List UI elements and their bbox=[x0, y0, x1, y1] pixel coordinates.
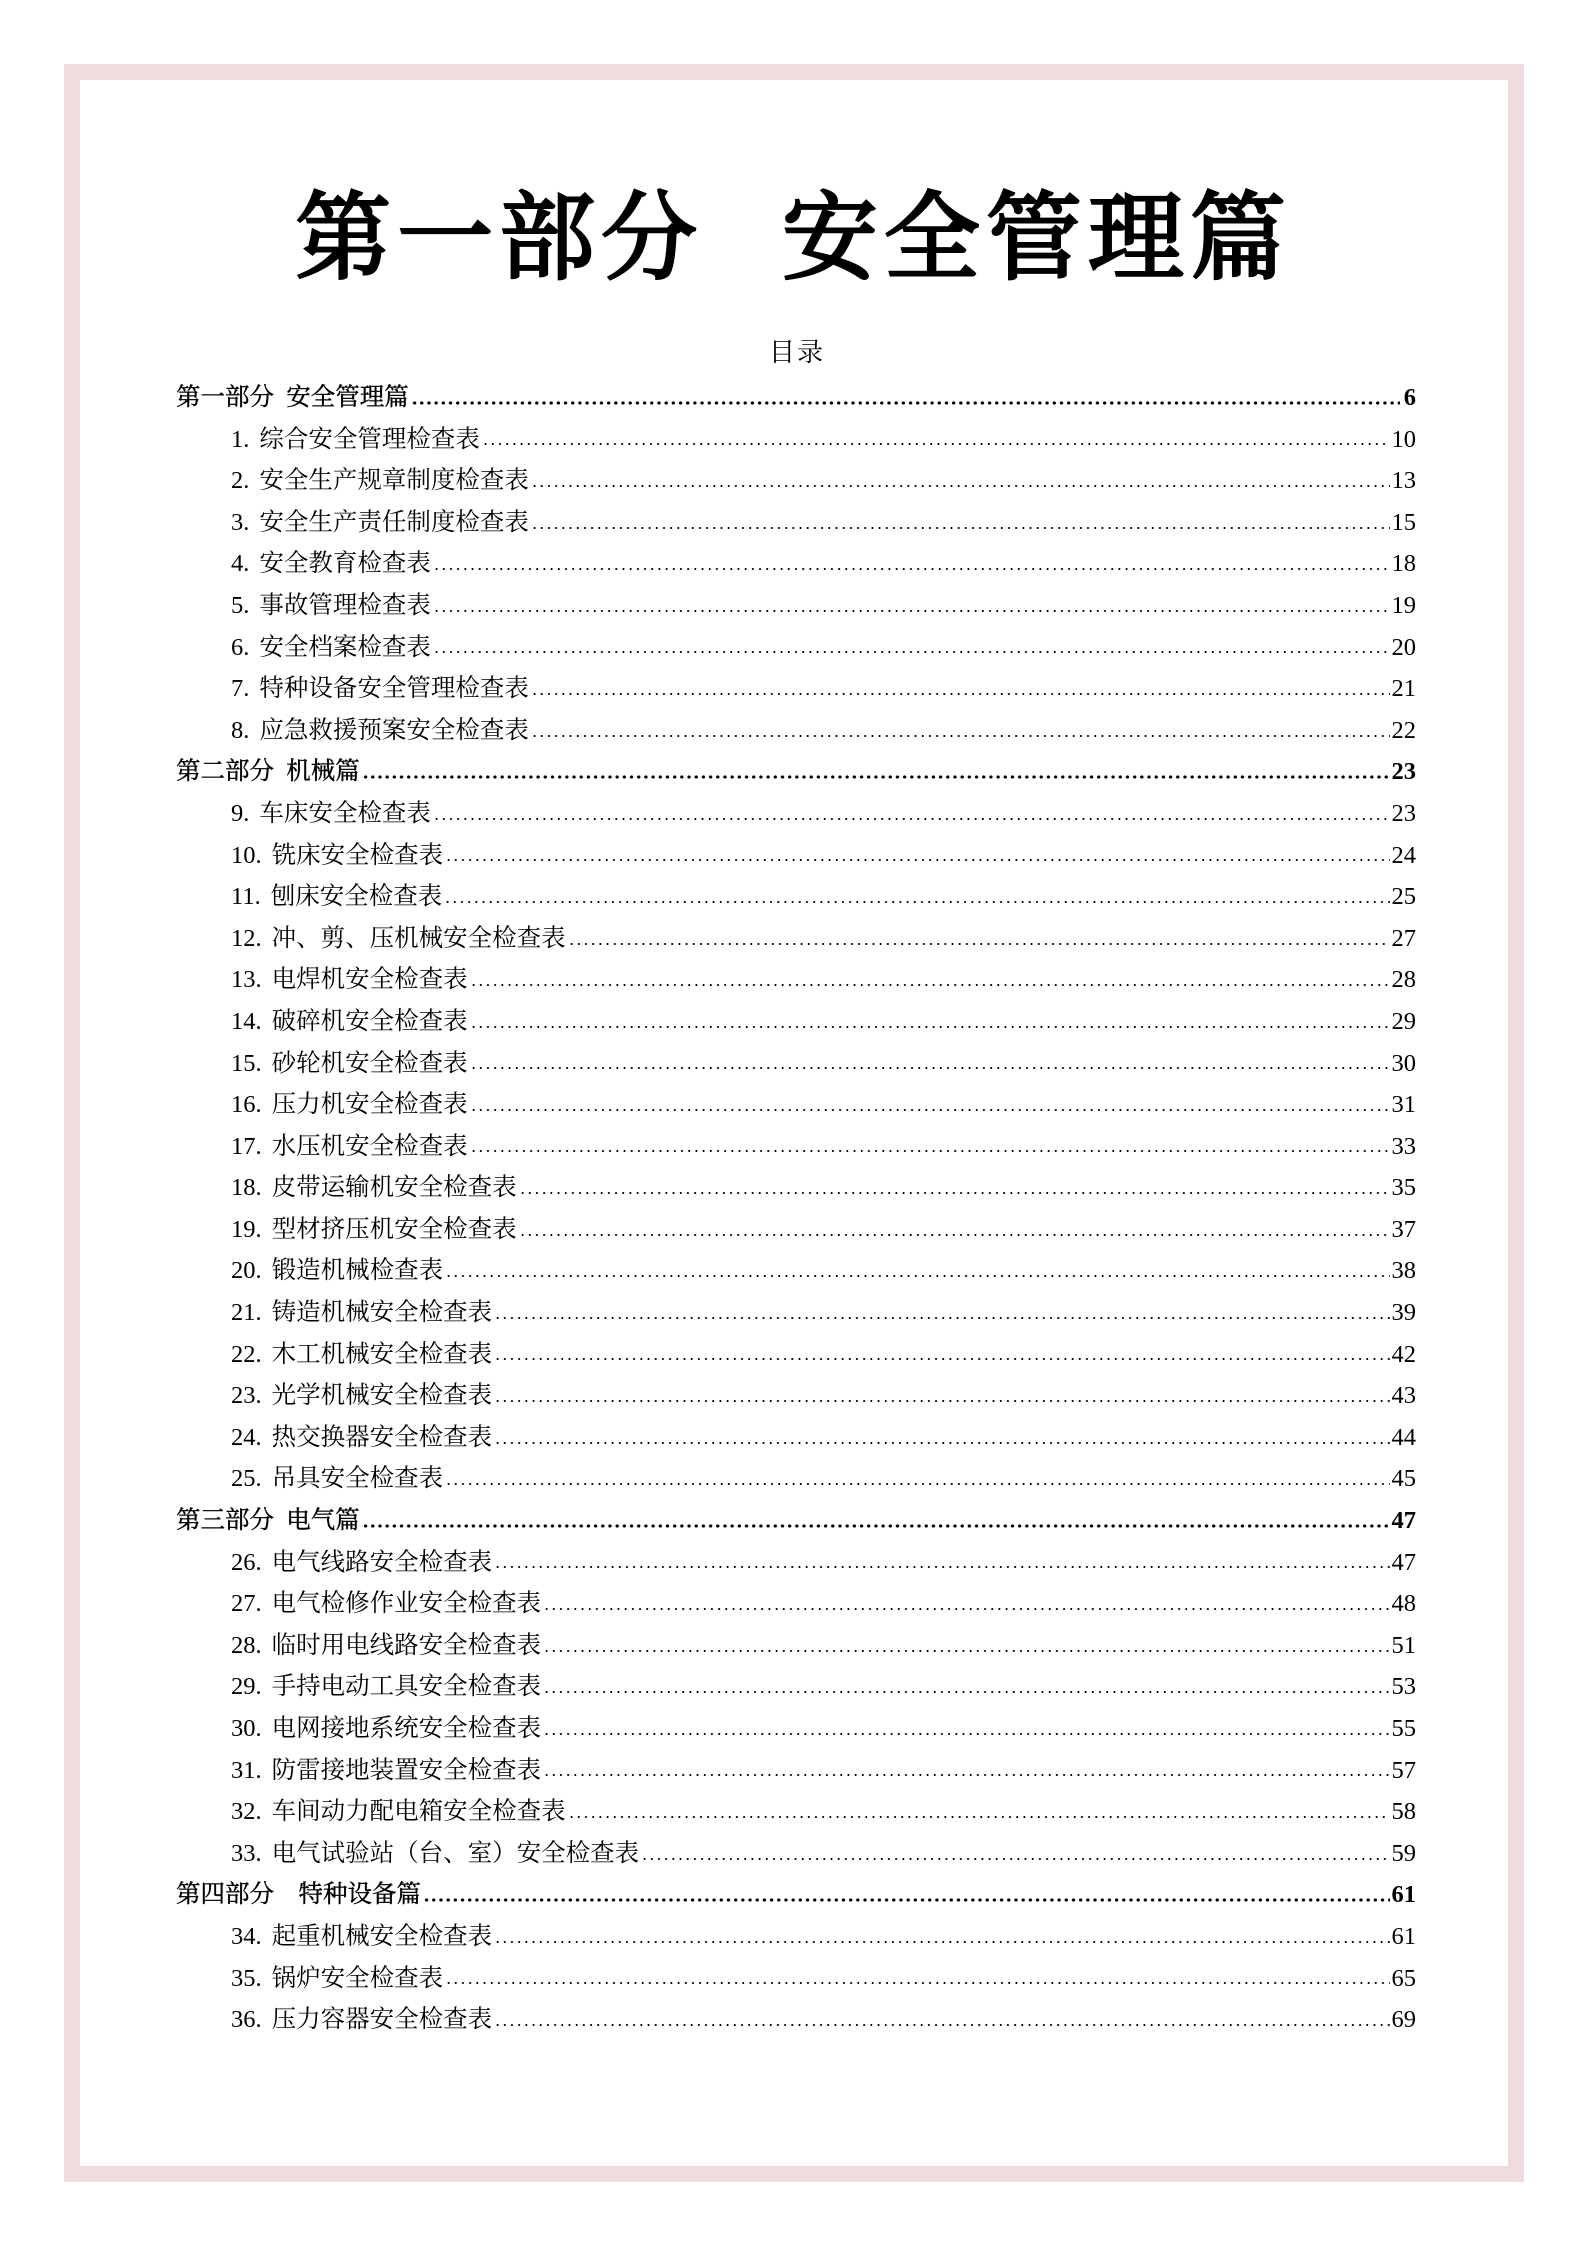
toc-page-number: 23 bbox=[1391, 758, 1416, 786]
toc-entry[interactable] bbox=[176, 627, 1416, 669]
dot-leader bbox=[543, 1773, 1389, 1777]
toc-entry-number: 35. bbox=[231, 1964, 262, 1992]
toc-entry-label bbox=[231, 1250, 443, 1292]
toc-entry-label bbox=[231, 1167, 517, 1209]
toc-entry-title: 电气检修作业安全检查表 bbox=[271, 1590, 542, 1618]
toc-entry[interactable] bbox=[176, 1043, 1416, 1085]
dot-leader bbox=[470, 1066, 1390, 1070]
toc-entry-label bbox=[231, 419, 480, 461]
toc-entry[interactable] bbox=[176, 1625, 1416, 1667]
toc-page-number: 25 bbox=[1391, 883, 1416, 911]
toc-entry-label bbox=[231, 1833, 639, 1875]
toc-entry-title: 铣床安全检查表 bbox=[271, 841, 444, 869]
toc-entry-number: 14. bbox=[231, 1007, 262, 1035]
toc-page-number: 53 bbox=[1391, 1673, 1416, 1701]
toc-entry-title: 临时用电线路安全检查表 bbox=[271, 1631, 542, 1659]
toc-page-number: 39 bbox=[1391, 1299, 1416, 1327]
toc-entry-label bbox=[231, 543, 431, 585]
toc-page-number: 47 bbox=[1391, 1548, 1416, 1576]
toc-entry[interactable] bbox=[176, 1126, 1416, 1168]
dot-leader bbox=[531, 692, 1390, 696]
toc-page-number: 44 bbox=[1391, 1423, 1416, 1451]
toc-entry-title: 压力机安全检查表 bbox=[271, 1091, 468, 1119]
toc-page-number: 51 bbox=[1391, 1631, 1416, 1659]
dot-leader bbox=[362, 1524, 1390, 1528]
toc-entry[interactable] bbox=[176, 1209, 1416, 1251]
toc-section-entry[interactable] bbox=[176, 1874, 1416, 1916]
toc-page-number: 20 bbox=[1391, 633, 1416, 661]
toc-entry[interactable] bbox=[176, 460, 1416, 502]
toc-entry-number: 18. bbox=[231, 1174, 262, 1202]
toc-section-entry[interactable] bbox=[176, 1500, 1416, 1542]
toc-entry-number: 17. bbox=[231, 1132, 262, 1160]
toc-page-number: 37 bbox=[1391, 1215, 1416, 1243]
toc-entry-label bbox=[231, 1084, 468, 1126]
dot-leader bbox=[445, 1981, 1389, 1985]
dot-leader bbox=[494, 1399, 1389, 1403]
toc-entry[interactable] bbox=[176, 502, 1416, 544]
toc-entry-label bbox=[231, 1043, 468, 1085]
toc-entry[interactable] bbox=[176, 1666, 1416, 1708]
dot-leader bbox=[543, 1607, 1389, 1611]
toc-entry-label bbox=[231, 835, 443, 877]
toc-entry-number: 22. bbox=[231, 1340, 262, 1368]
toc-entry[interactable] bbox=[176, 1916, 1416, 1958]
toc-entry-title: 电焊机安全检查表 bbox=[271, 966, 468, 994]
dot-leader bbox=[494, 2023, 1389, 2027]
toc-entry-title: 电气试验站（台、室）安全检查表 bbox=[271, 1839, 640, 1867]
toc-entry[interactable] bbox=[176, 710, 1416, 752]
toc-entry-number: 29. bbox=[231, 1673, 262, 1701]
toc-entry-number: 25. bbox=[231, 1465, 262, 1493]
toc-entry[interactable] bbox=[176, 585, 1416, 627]
toc-entry[interactable] bbox=[176, 835, 1416, 877]
toc-entry-label bbox=[231, 1334, 492, 1376]
toc-entry-title: 手持电动工具安全检查表 bbox=[271, 1673, 542, 1701]
toc-entry-number: 2. bbox=[231, 467, 250, 495]
toc-entry[interactable] bbox=[176, 1791, 1416, 1833]
toc-section-label: 第二部分 机械篇 bbox=[176, 758, 360, 786]
dot-leader bbox=[482, 442, 1390, 446]
toc-entry-title: 综合安全管理检查表 bbox=[259, 425, 480, 453]
toc-entry-label bbox=[231, 585, 431, 627]
toc-entry-label bbox=[231, 918, 566, 960]
toc-entry[interactable] bbox=[176, 1542, 1416, 1584]
toc-entry-label bbox=[231, 1417, 492, 1459]
toc-section-entry[interactable] bbox=[176, 377, 1416, 419]
toc-entry-title: 砂轮机安全检查表 bbox=[271, 1049, 468, 1077]
dot-leader bbox=[423, 1898, 1390, 1902]
toc-entry-number: 32. bbox=[231, 1798, 262, 1826]
toc-entry-label bbox=[231, 1999, 492, 2041]
toc-entry[interactable] bbox=[176, 1334, 1416, 1376]
toc-section-entry[interactable] bbox=[176, 751, 1416, 793]
toc-entry-title: 安全生产责任制度检查表 bbox=[259, 508, 529, 536]
toc-entry-title: 水压机安全检查表 bbox=[271, 1132, 468, 1160]
toc-page-number: 21 bbox=[1391, 675, 1416, 703]
toc-entry[interactable] bbox=[176, 1250, 1416, 1292]
toc-entry-title: 应急救援预案安全检查表 bbox=[259, 716, 529, 744]
toc-entry-label bbox=[231, 627, 431, 669]
toc-page-number: 45 bbox=[1391, 1465, 1416, 1493]
toc-section-label: 第四部分 特种设备篇 bbox=[176, 1881, 421, 1909]
toc-entry-label bbox=[231, 1916, 492, 1958]
toc-entry-label bbox=[231, 1666, 541, 1708]
toc-entry-number: 3. bbox=[231, 508, 250, 536]
toc-page-number: 15 bbox=[1391, 508, 1416, 536]
toc-entry-number: 1. bbox=[231, 425, 250, 453]
toc-page-number: 23 bbox=[1391, 799, 1416, 827]
toc-page-number: 30 bbox=[1391, 1049, 1416, 1077]
toc-entry-number: 31. bbox=[231, 1756, 262, 1784]
toc-entry-label bbox=[231, 1791, 566, 1833]
toc-page-number: 59 bbox=[1391, 1839, 1416, 1867]
toc-heading: 目录 bbox=[768, 338, 825, 367]
toc-page-number: 31 bbox=[1391, 1091, 1416, 1119]
toc-entry-number: 23. bbox=[231, 1382, 262, 1410]
dot-leader bbox=[519, 1191, 1390, 1195]
dot-leader bbox=[470, 1025, 1390, 1029]
toc-entry-label bbox=[231, 1708, 541, 1750]
toc-entry-number: 24. bbox=[231, 1423, 262, 1451]
toc-entry-label bbox=[231, 793, 431, 835]
toc-entry-title: 事故管理检查表 bbox=[259, 591, 431, 619]
dot-leader bbox=[568, 942, 1390, 946]
toc-entry-number: 33. bbox=[231, 1839, 262, 1867]
toc-entry[interactable] bbox=[176, 543, 1416, 585]
toc-entry-number: 36. bbox=[231, 2006, 262, 2034]
toc-page-number: 13 bbox=[1391, 467, 1416, 495]
toc-entry-title: 车床安全检查表 bbox=[259, 799, 431, 827]
toc-entry[interactable] bbox=[176, 959, 1416, 1001]
toc-entry-label bbox=[231, 1292, 492, 1334]
toc-entry[interactable] bbox=[176, 1750, 1416, 1792]
toc-entry-label bbox=[231, 502, 529, 544]
toc-page-number: 42 bbox=[1391, 1340, 1416, 1368]
toc-page-number: 47 bbox=[1391, 1507, 1416, 1535]
dot-leader bbox=[543, 1649, 1389, 1653]
toc-entry-title: 电气线路安全检查表 bbox=[271, 1548, 493, 1576]
dot-leader bbox=[470, 983, 1390, 987]
toc-page-number: 10 bbox=[1391, 425, 1416, 453]
toc-entry-title: 安全生产规章制度检查表 bbox=[259, 467, 529, 495]
toc-entry-label bbox=[231, 1126, 468, 1168]
toc-entry-label bbox=[231, 1209, 517, 1251]
toc-entry-number: 20. bbox=[231, 1257, 262, 1285]
toc-entry-number: 10. bbox=[231, 841, 262, 869]
toc-entry-title: 木工机械安全检查表 bbox=[271, 1340, 493, 1368]
toc-entry[interactable] bbox=[176, 1417, 1416, 1459]
dot-leader bbox=[494, 1316, 1389, 1320]
dot-leader bbox=[362, 775, 1390, 779]
toc-entry[interactable] bbox=[176, 793, 1416, 835]
toc-entry[interactable] bbox=[176, 918, 1416, 960]
toc-entry-number: 28. bbox=[231, 1631, 262, 1659]
toc-entry-title: 皮带运输机安全检查表 bbox=[271, 1174, 517, 1202]
toc-entry-number: 7. bbox=[231, 675, 250, 703]
toc-entry[interactable] bbox=[176, 876, 1416, 918]
toc-page-number: 65 bbox=[1391, 1964, 1416, 1992]
dot-leader bbox=[445, 1482, 1389, 1486]
toc-section-label: 第三部分 电气篇 bbox=[176, 1507, 360, 1535]
dot-leader bbox=[531, 526, 1390, 530]
toc-entry-number: 15. bbox=[231, 1049, 262, 1077]
toc-page-number: 6 bbox=[1403, 384, 1416, 411]
toc-entry-label bbox=[231, 1458, 443, 1500]
dot-leader bbox=[494, 1565, 1389, 1569]
toc-entry-label bbox=[231, 1583, 541, 1625]
toc-entry-title: 型材挤压机安全检查表 bbox=[271, 1215, 517, 1243]
toc-entry-title: 防雷接地装置安全检查表 bbox=[271, 1756, 542, 1784]
toc-entry-title: 刨床安全检查表 bbox=[270, 883, 443, 911]
toc-entry-number: 34. bbox=[231, 1922, 262, 1950]
toc-page-number: 27 bbox=[1391, 924, 1416, 952]
toc-entry-label bbox=[231, 668, 529, 710]
table-of-contents bbox=[176, 377, 1416, 2041]
toc-page-number: 61 bbox=[1391, 1922, 1416, 1950]
toc-page-number: 24 bbox=[1391, 841, 1416, 869]
toc-entry[interactable] bbox=[176, 1167, 1416, 1209]
toc-entry[interactable] bbox=[176, 1999, 1416, 2041]
toc-page-number: 19 bbox=[1391, 591, 1416, 619]
toc-entry-title: 冲、剪、压机械安全检查表 bbox=[271, 924, 566, 952]
toc-entry-title: 压力容器安全检查表 bbox=[271, 2006, 493, 2034]
toc-entry-title: 安全教育检查表 bbox=[259, 550, 431, 578]
toc-entry-label bbox=[231, 1542, 492, 1584]
toc-entry[interactable] bbox=[176, 1001, 1416, 1043]
toc-entry-title: 光学机械安全检查表 bbox=[271, 1382, 493, 1410]
dot-leader bbox=[494, 1441, 1389, 1445]
toc-page-number: 18 bbox=[1391, 550, 1416, 578]
toc-entry-title: 吊具安全检查表 bbox=[271, 1465, 444, 1493]
toc-page-number: 33 bbox=[1391, 1132, 1416, 1160]
toc-entry-title: 车间动力配电箱安全检查表 bbox=[271, 1798, 566, 1826]
toc-entry-label bbox=[231, 959, 468, 1001]
toc-entry[interactable] bbox=[176, 1958, 1416, 2000]
dot-leader bbox=[433, 609, 1390, 613]
toc-entry[interactable] bbox=[176, 1458, 1416, 1500]
dot-leader bbox=[433, 817, 1390, 821]
toc-entry-title: 起重机械安全检查表 bbox=[271, 1922, 493, 1950]
toc-entry-number: 30. bbox=[231, 1715, 262, 1742]
dot-leader bbox=[470, 1149, 1390, 1153]
toc-page-number: 28 bbox=[1391, 966, 1416, 994]
dot-leader bbox=[494, 1357, 1389, 1361]
dot-leader bbox=[445, 858, 1389, 862]
toc-page-number: 29 bbox=[1391, 1007, 1416, 1035]
dot-leader bbox=[411, 401, 1400, 405]
toc-entry-label bbox=[231, 1750, 541, 1792]
dot-leader bbox=[433, 567, 1390, 571]
toc-page-number: 35 bbox=[1391, 1174, 1416, 1202]
dot-leader bbox=[445, 1274, 1389, 1278]
toc-entry-title: 锅炉安全检查表 bbox=[271, 1964, 444, 1992]
dot-leader bbox=[519, 1233, 1390, 1237]
dot-leader bbox=[433, 650, 1390, 654]
toc-entry-label bbox=[231, 1375, 492, 1417]
toc-entry-number: 27. bbox=[231, 1590, 262, 1618]
dot-leader bbox=[531, 734, 1390, 738]
dot-leader bbox=[531, 484, 1390, 488]
dot-leader bbox=[568, 1815, 1390, 1819]
toc-entry-title: 铸造机械安全检查表 bbox=[271, 1299, 493, 1327]
toc-entry[interactable] bbox=[176, 1583, 1416, 1625]
toc-entry-title: 破碎机安全检查表 bbox=[271, 1007, 468, 1035]
toc-page-number: 38 bbox=[1391, 1257, 1416, 1285]
toc-entry-title: 锻造机械检查表 bbox=[271, 1257, 444, 1285]
toc-entry-title: 热交换器安全检查表 bbox=[271, 1423, 493, 1451]
toc-entry-number: 4. bbox=[231, 550, 250, 578]
toc-entry-label bbox=[231, 1001, 468, 1043]
page-title: 第一部分 安全管理篇 bbox=[295, 182, 1292, 294]
toc-entry-number: 26. bbox=[231, 1548, 262, 1576]
toc-section-label: 第一部分 安全管理篇 bbox=[176, 384, 409, 411]
toc-entry[interactable] bbox=[176, 1833, 1416, 1875]
toc-page-number: 69 bbox=[1391, 2006, 1416, 2034]
toc-entry-number: 6. bbox=[231, 633, 250, 661]
toc-entry-label bbox=[231, 710, 529, 752]
toc-entry[interactable] bbox=[176, 1084, 1416, 1126]
toc-page-number: 57 bbox=[1391, 1756, 1416, 1784]
toc-entry-label bbox=[231, 1625, 541, 1667]
toc-entry-number: 13. bbox=[231, 966, 262, 994]
dot-leader bbox=[543, 1690, 1389, 1694]
toc-entry[interactable] bbox=[176, 1708, 1416, 1750]
toc-page-number: 22 bbox=[1391, 716, 1416, 744]
toc-entry-number: 8. bbox=[231, 716, 250, 744]
toc-entry-label bbox=[231, 1958, 443, 2000]
toc-page-number: 58 bbox=[1391, 1798, 1416, 1826]
toc-page-number: 61 bbox=[1391, 1881, 1416, 1909]
dot-leader bbox=[444, 900, 1389, 904]
toc-entry-number: 12. bbox=[231, 924, 262, 952]
toc-entry-number: 5. bbox=[231, 591, 250, 619]
dot-leader bbox=[470, 1108, 1390, 1112]
dot-leader bbox=[543, 1732, 1389, 1736]
dot-leader bbox=[494, 1940, 1389, 1944]
toc-entry[interactable] bbox=[176, 1375, 1416, 1417]
toc-entry-label bbox=[231, 876, 442, 918]
toc-entry-title: 安全档案检查表 bbox=[259, 633, 431, 661]
toc-entry-number: 19. bbox=[231, 1215, 262, 1243]
toc-entry-label bbox=[231, 460, 529, 502]
toc-entry[interactable] bbox=[176, 1292, 1416, 1334]
toc-entry[interactable] bbox=[176, 419, 1416, 461]
toc-entry-number: 11. bbox=[231, 883, 261, 911]
dot-leader bbox=[641, 1857, 1389, 1861]
toc-entry[interactable] bbox=[176, 668, 1416, 710]
toc-entry-number: 16. bbox=[231, 1091, 262, 1119]
toc-entry-number: 21. bbox=[231, 1299, 262, 1327]
toc-entry-number: 9. bbox=[231, 799, 250, 827]
toc-page-number: 48 bbox=[1391, 1590, 1416, 1618]
toc-entry-title: 特种设备安全管理检查表 bbox=[259, 675, 529, 703]
toc-page-number: 43 bbox=[1391, 1382, 1416, 1410]
toc-page-number: 55 bbox=[1391, 1715, 1416, 1742]
toc-entry-title: 电网接地系统安全检查表 bbox=[271, 1715, 542, 1742]
